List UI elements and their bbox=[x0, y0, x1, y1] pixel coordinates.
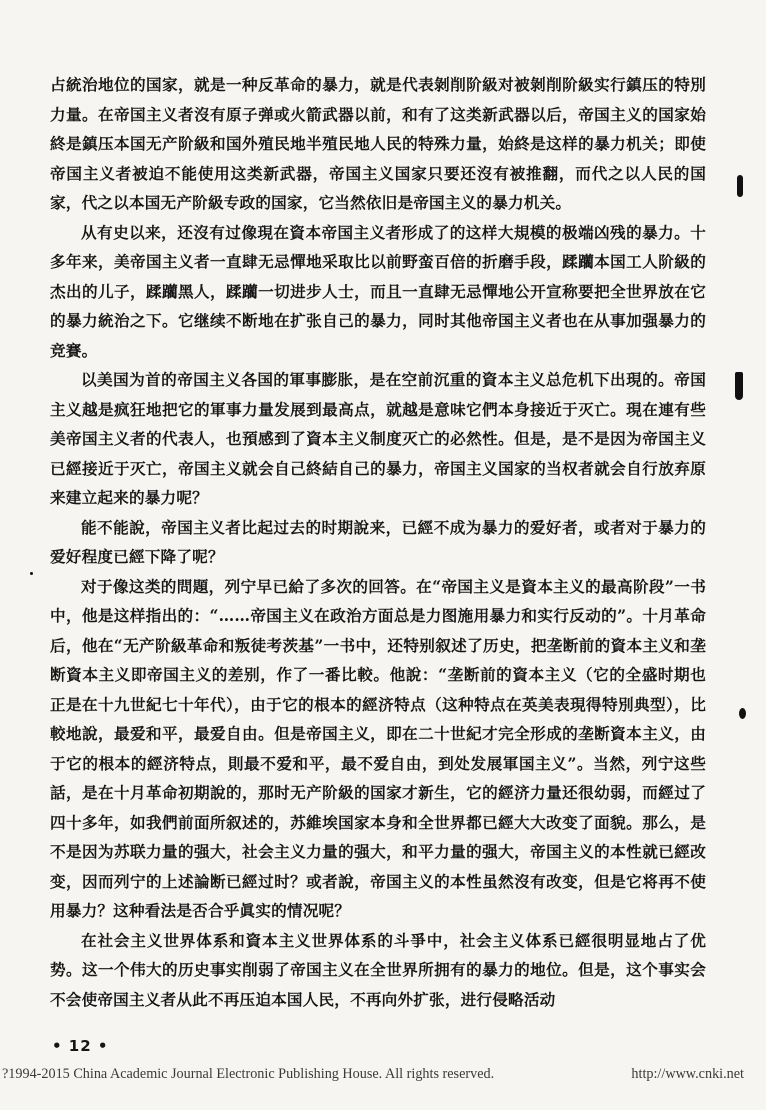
paragraph-4: 能不能說，帝国主义者比起过去的时期說来，已經不成为暴力的爱好者，或者对于暴力的爱好程度已經下降了呢？ bbox=[50, 517, 706, 566]
body-text bbox=[50, 70, 706, 1014]
copyright-text: ?1994-2015 China Academic Journal Electronic Publishing House. All rights reserved. bbox=[2, 1066, 495, 1082]
website-link[interactable]: http://www.cnki.net bbox=[631, 1066, 744, 1082]
paragraph-3: 以美国为首的帝国主义各国的軍事膨胀，是在空前沉重的資本主义总危机下出現的。帝国主义越是疯狂地把它的軍事力量发展到最高点，就越是意味它們本身接近于灭亡。現在連有些美帝国主义者的代表人，也預感到了資本主义制度灭亡的必然性。但是，是不是因为帝国主义已經接近于灭亡，帝国主义就会自己終結自己的暴力，帝国主义国家的当权者就会自行放弃原来建立起来的暴力呢？ bbox=[50, 370, 706, 507]
scan-artifact-mark bbox=[30, 572, 33, 575]
paragraph-1: 占統治地位的国家，就是一种反革命的暴力，就是代表剝削阶級对被剝削阶級实行鎮压的特別力量。在帝国主义者沒有原子弹或火箭武器以前，和有了这类新武器以后，帝国主义的国家始終是鎮压本国无产阶級和国外殖民地半殖民地人民的特殊力量，始終是这样的暴力机关；即使帝国主义者被迫不能使用这类新武器，帝国主义国家只要还沒有被推翻，而代之以人民的国家，代之以本国无产阶級专政的国家，它当然依旧是帝国主义的暴力机关。 bbox=[50, 75, 706, 212]
scan-artifact-mark bbox=[737, 175, 743, 197]
scan-artifact-mark bbox=[739, 708, 746, 719]
paragraph-5: 对于像这类的問題，列宁早已給了多次的回答。在“帝国主义是資本主义的最高阶段”一书中，他是这样指出的：“……帝国主义在政治方面总是力图施用暴力和实行反动的”。十月革命后，他在“无产阶級革命和叛徒考茨基”一书中，还特别叙述了历史，把垄断前的資本主义和垄断資本主义即帝国主义的差别，作了一番比較。他說：“垄断前的資本主义（它的全盛时期也正是在十九世紀七十年代），由于它的根本的經济特点（这种特点在英美表現得特別典型），比較地說，最爱和平，最爱自由。但是帝国主义，即在二十世紀才完全形成的垄断資本主义，由于它的根本的經济特点，則最不爱和平，最不爱自由，到处发展軍国主义”。当然，列宁这些話，是在十月革命初期說的，那时无产阶級的国家才新生，它的經济力量还很幼弱，而經过了四十多年，如我們前面所叙述的，苏維埃国家本身和全世界都已經大大改变了面貌。那么，是不是因为苏联力量的强大，社会主义力量的强大，和平力量的强大，帝国主义的本性就已經改变，因而列宁的上述論断已經过时？或者說，帝国主义的本性虽然沒有改变，但是它将再不使用暴力？这种看法是否合乎眞实的情况呢？ bbox=[50, 576, 706, 920]
paragraph-2: 从有史以来，还沒有过像現在資本帝国主义者形成了的这样大規模的极端凶残的暴力。十多年来，美帝国主义者一直肆无忌憚地采取比以前野蛮百倍的折磨手段，蹂躪本国工人阶級的杰出的儿子，蹂躪黑人，蹂躪一切进步人士，而且一直肆无忌憚地公开宣称要把全世界放在它的暴力統治之下。它继续不断地在扩张自己的暴力，同时其他帝国主义者也在从事加强暴力的竞賽。 bbox=[50, 222, 706, 360]
page-number: • 12 • bbox=[52, 1037, 109, 1055]
paragraph-6: 在社会主义世界体系和資本主义世界体系的斗爭中，社会主义体系已經很明显地占了优势。这一个伟大的历史事实削弱了帝国主义在全世界所拥有的暴力的地位。但是，这个事实会不会使帝国主义者从此不再压迫本国人民，不再向外扩张，进行侵略活动 bbox=[50, 930, 706, 1009]
scan-artifact-mark bbox=[735, 372, 743, 400]
